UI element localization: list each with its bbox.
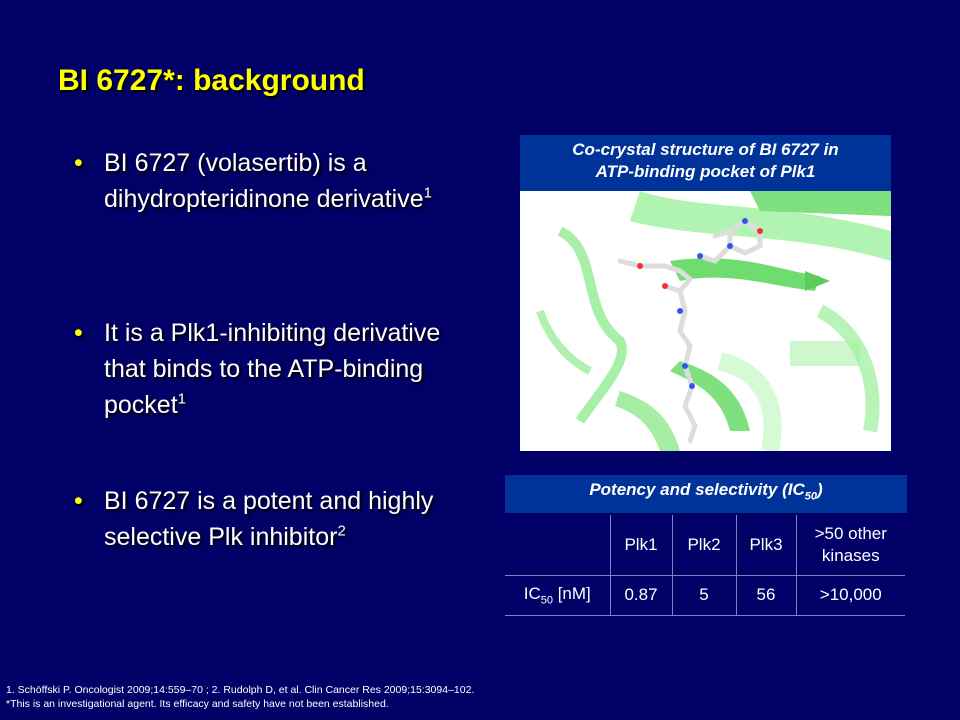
bullet-text: BI 6727 is a potent and highly selective Plk inhibitor (104, 487, 434, 551)
row-label: $IC_{50}$ [nM] (505, 575, 610, 615)
footnotes (6, 683, 474, 711)
potency-table-caption: Potency and selectivity $(IC_{50})$ (505, 475, 907, 513)
crystal-structure-caption: Co-crystal structure of BI 6727 in ATP-binding pocket of Plk1 (520, 135, 891, 191)
bullet-dot-icon: • (74, 149, 83, 177)
table-header-cell (505, 515, 610, 575)
table-header-cell: Plk3 (736, 515, 796, 575)
bullet-text: It is a Plk1-inhibiting derivative that binds to the ATP-binding pocket (104, 319, 441, 419)
bullet-ref: 2 (337, 522, 346, 540)
table-header-row (505, 515, 905, 575)
table-header-cell: >50 other kinases (796, 515, 905, 575)
table-cell: 0.87 (610, 575, 672, 615)
crystal-structure-panel (520, 135, 891, 451)
footnote-references: 1. Schöffski P. Oncologist 2009;14:559–70 ; 2. Rudolph D, et al. Clin Cancer Res 2009;15:3094–102. (6, 684, 475, 696)
table-header-cell: Plk1 (610, 515, 672, 575)
bullet-text: BI 6727 (volasertib) is a dihydropteridinone derivative (104, 149, 424, 213)
footnote-disclaimer: *This is an investigational agent. Its efficacy and safety have not been established. (6, 698, 389, 710)
table-cell: 56 (736, 575, 796, 615)
table-header-cell: Plk2 (672, 515, 736, 575)
bullet-ref: 1 (423, 184, 432, 202)
bullet-dot-icon: • (74, 487, 83, 515)
table-cell: >10,000 (796, 575, 905, 615)
bullet-ref: 1 (177, 390, 187, 408)
slide-title: BI 6727*: background (58, 64, 365, 97)
table-row (505, 575, 905, 615)
bullet-dot-icon: • (74, 319, 83, 347)
potency-table (505, 515, 905, 616)
table-cell: 5 (672, 575, 736, 615)
crystal-structure-image (520, 191, 891, 451)
